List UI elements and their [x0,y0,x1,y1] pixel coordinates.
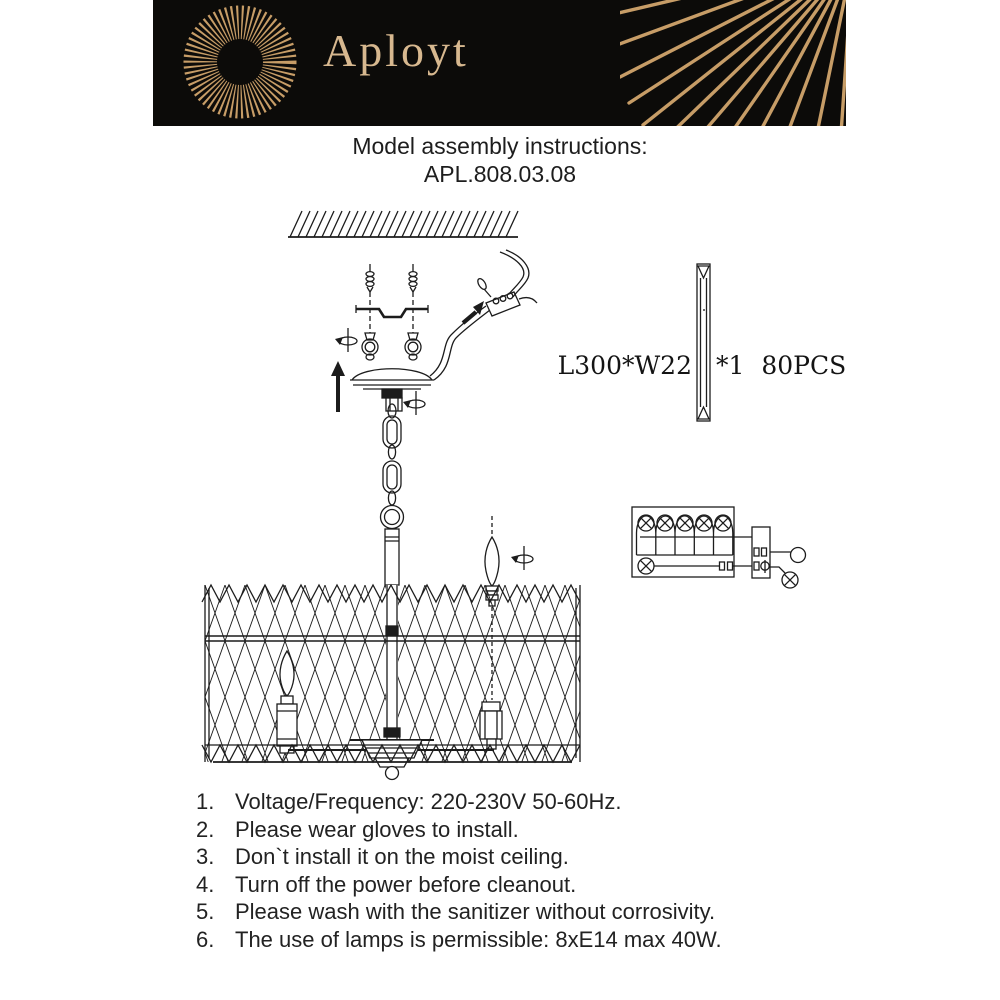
ground-terminal-icon [791,548,806,563]
hanging-chain-icon [381,404,404,585]
crystal-strip-icon [697,264,710,421]
model-number: APL.808.03.08 [423,161,577,187]
lift-arrow-icon [331,361,345,412]
rotate-icon-canopy [403,391,425,415]
list-item [196,791,722,813]
item-text: Turn off the power before cleanout. [235,871,577,897]
item-number: 4. [196,871,215,897]
crystal-qty-label: *1 80PCS [716,351,847,380]
list-item [196,926,722,952]
anchor-screw-left-icon [362,264,378,360]
crystal-drum-shade-icon [202,585,580,780]
item-number: 1. [196,789,215,814]
ceiling-hatch-icon [288,211,518,237]
rotate-icon-bulb [511,546,533,570]
item-number: 6. [196,926,215,952]
item-number: 2. [196,816,215,842]
power-wire-icon [430,306,490,380]
brand-logo-text: Aployt [323,25,469,76]
ceiling-canopy-icon [350,369,434,411]
mounting-bracket-icon [356,305,428,317]
item-text: Don`t install it on the moist ceiling. [235,844,569,869]
item-number: 3. [196,844,215,869]
crystal-size-label: L300*W22 [557,351,692,380]
list-item [196,846,722,868]
list-item [196,901,722,923]
title-line1: Model assembly instructions: [352,133,648,159]
item-number: 5. [196,899,215,924]
install-arrow-icon [463,301,484,323]
rotate-icon-screws [335,328,357,352]
instructions-list [196,791,722,956]
item-text: Please wash with the sanitizer without corrosivity. [235,899,716,924]
anchor-screw-right-icon [405,264,421,360]
list-item [196,816,722,842]
item-text: The use of lamps is permissible: 8xE14 max 40W. [235,926,722,952]
center-column-icon [384,585,400,742]
list-item [196,871,722,897]
item-text: Voltage/Frequency: 220-230V 50-60Hz. [235,789,622,814]
item-text: Please wear gloves to install. [235,816,519,842]
wiring-diagram-icon [632,507,806,588]
